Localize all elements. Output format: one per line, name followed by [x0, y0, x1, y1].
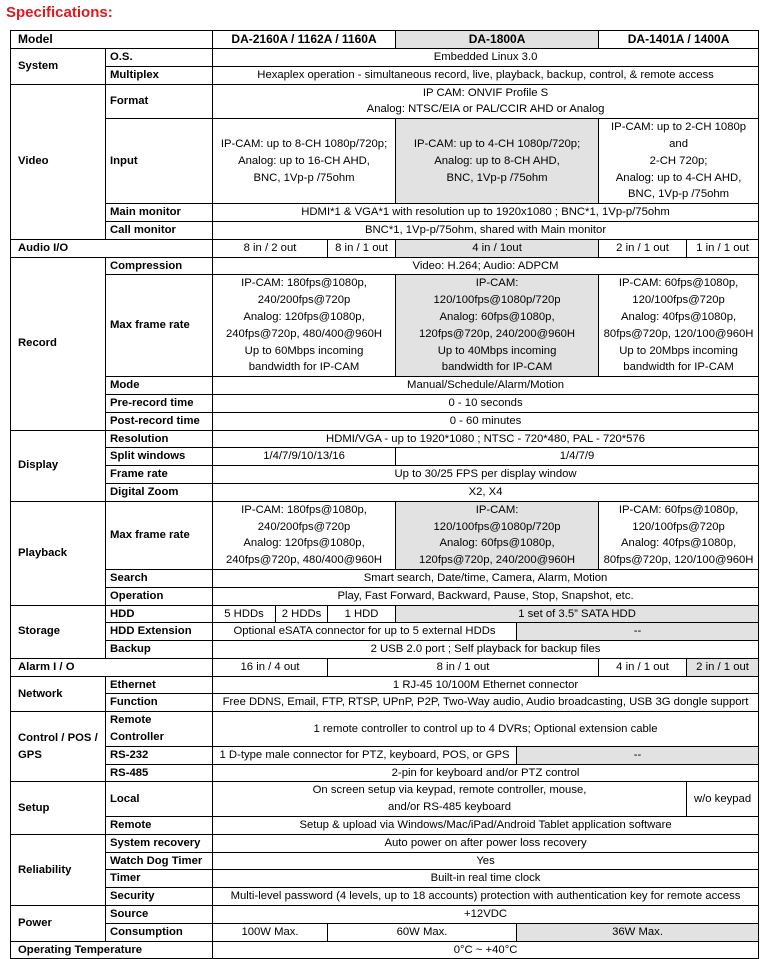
text-line: 240fps@720p, 480/400@960H	[225, 554, 383, 567]
label-watchdog: Watch Dog Timer	[106, 852, 213, 870]
value-audio-2: 8 in / 1 out	[328, 239, 396, 257]
text-line: IP-CAM:	[475, 277, 519, 290]
value-alarm-3: 4 in / 1 out	[599, 658, 687, 676]
value-audio-3: 4 in / 1out	[396, 239, 599, 257]
header-model-1: DA-2160A / 1162A / 1160A	[213, 31, 396, 49]
value-alarm-4: 2 in / 1 out	[687, 658, 759, 676]
value-format	[213, 84, 759, 119]
label-split-windows: Split windows	[106, 448, 213, 466]
value-audio-1: 8 in / 2 out	[213, 239, 328, 257]
value-mode: Manual/Schedule/Alarm/Motion	[213, 377, 759, 395]
value-frame-rate: Up to 30/25 FPS per display window	[213, 466, 759, 484]
value-timer: Built-in real time clock	[213, 870, 759, 888]
label-pre-record: Pre-record time	[106, 394, 213, 412]
value-input-model-1	[213, 119, 396, 204]
label-remote: Remote	[106, 817, 213, 835]
label-ethernet: Ethernet	[106, 676, 213, 694]
value-record-model-2	[396, 275, 599, 377]
value-remote: Setup & upload via Windows/Mac/iPad/Android Tablet application software	[213, 817, 759, 835]
label-multiplex: Multiplex	[106, 66, 213, 84]
value-local-model-3: w/o keypad	[687, 782, 759, 817]
value-backup: 2 USB 2.0 port ; Self playback for backup files	[213, 641, 759, 659]
text-line: 2-CH 720p;	[649, 154, 708, 167]
label-format: Format	[106, 84, 213, 119]
text-line: 120/100fps@1080p/720p	[433, 520, 561, 533]
value-search: Smart search, Date/time, Camera, Alarm, Motion	[213, 569, 759, 587]
value-watchdog: Yes	[213, 852, 759, 870]
value-hdd-2: 2 HDDs	[276, 605, 328, 623]
value-digital-zoom: X2, X4	[213, 483, 759, 501]
value-compression: Video: H.264; Audio: ADPCM	[213, 257, 759, 275]
label-function: Function	[106, 694, 213, 712]
header-model-2: DA-1800A	[396, 31, 599, 49]
text-line: and/or RS-485 keyboard	[387, 801, 512, 814]
label-mode: Mode	[106, 377, 213, 395]
value-ethernet: 1 RJ-45 10/100M Ethernet connector	[213, 676, 759, 694]
text-line: 240/200fps@720p	[257, 294, 351, 307]
value-split-model-1: 1/4/7/9/10/13/16	[213, 448, 396, 466]
value-playback-model-3	[599, 501, 759, 569]
category-setup: Setup	[11, 782, 106, 834]
category-alarm: Alarm I / O	[11, 658, 213, 676]
text-line: bandwidth for IP-CAM	[441, 361, 553, 374]
label-rs232: RS-232	[106, 746, 213, 764]
text-line: 80fps@720p, 120/100@960H	[603, 327, 754, 340]
label-digital-zoom: Digital Zoom	[106, 483, 213, 501]
text-line: Up to 20Mbps incoming	[619, 344, 738, 357]
value-hdd-extension-na: --	[517, 623, 759, 641]
text-line: Analog: 120fps@1080p,	[243, 537, 365, 550]
label-local: Local	[106, 782, 213, 817]
format-line: Analog: NTSC/EIA or PAL/CCIR AHD or Analog	[366, 103, 605, 116]
label-timer: Timer	[106, 870, 213, 888]
header-row	[11, 31, 759, 49]
value-source: +12VDC	[213, 906, 759, 924]
text-line: 120fps@720p, 240/200@960H	[418, 554, 576, 567]
text-line: Analog: 40fps@1080p,	[621, 537, 737, 550]
value-audio-4: 2 in / 1 out	[599, 239, 687, 257]
value-playback-model-1	[213, 501, 396, 569]
category-video: Video	[11, 84, 106, 239]
page-title: Specifications:	[6, 4, 113, 21]
text-line: BNC, 1Vp-p /75ohm	[253, 171, 355, 184]
text-line: IP-CAM: 60fps@1080p,	[618, 277, 739, 290]
label-source: Source	[106, 906, 213, 924]
category-reliability: Reliability	[11, 834, 106, 905]
text-line: IP-CAM: up to 8-CH 1080p/720p;	[220, 137, 388, 150]
value-hdd-extension: Optional eSATA connector for up to 5 external HDDs	[213, 623, 517, 641]
label-playback-max-frame-rate: Max frame rate	[106, 501, 213, 569]
text-line: Up to 40Mbps incoming	[437, 344, 557, 357]
value-operation: Play, Fast Forward, Backward, Pause, Stop, Snapshot, etc.	[213, 587, 759, 605]
value-consumption-3: 36W Max.	[517, 923, 759, 941]
header-model-3: DA-1401A / 1400A	[599, 31, 759, 49]
label-backup: Backup	[106, 641, 213, 659]
text-line: BNC, 1Vp-p /75ohm	[628, 188, 730, 201]
text-line: 80fps@720p, 120/100@960H	[603, 554, 754, 567]
value-consumption-1: 100W Max.	[213, 923, 328, 941]
value-hdd-3: 1 HDD	[328, 605, 396, 623]
label-call-monitor: Call monitor	[106, 221, 213, 239]
value-hdd-others: 1 set of 3.5” SATA HDD	[396, 605, 759, 623]
value-input-model-2	[396, 119, 599, 204]
text-line: bandwidth for IP-CAM	[623, 361, 734, 374]
value-record-model-3	[599, 275, 759, 377]
text-line: IP-CAM: 180fps@1080p,	[241, 503, 367, 516]
label-max-frame-rate: Max frame rate	[106, 275, 213, 377]
text-line: Analog: up to 8-CH AHD,	[434, 154, 560, 167]
text-line: Analog: 60fps@1080p,	[439, 310, 555, 323]
label-search: Search	[106, 569, 213, 587]
value-hdd-1: 5 HDDs	[213, 605, 276, 623]
label-resolution: Resolution	[106, 430, 213, 448]
value-input-model-3	[599, 119, 759, 204]
text-line: 120/100fps@1080p/720p	[433, 294, 561, 307]
category-audio: Audio I/O	[11, 239, 213, 257]
label-hdd-extension: HDD Extension	[106, 623, 213, 641]
text-line: 120fps@720p, 240/200@960H	[418, 327, 576, 340]
value-audio-5: 1 in / 1 out	[687, 239, 759, 257]
value-split-others: 1/4/7/9	[396, 448, 759, 466]
text-line: IP-CAM: up to 2-CH 1080p and	[611, 121, 747, 150]
text-line: Analog: up to 16-CH AHD,	[238, 154, 370, 167]
category-playback: Playback	[11, 501, 106, 605]
category-record: Record	[11, 257, 106, 430]
text-line: IP-CAM: up to 4-CH 1080p/720p;	[413, 137, 581, 150]
category-storage: Storage	[11, 605, 106, 658]
category-power: Power	[11, 906, 106, 942]
format-line: IP CAM: ONVIF Profile S	[422, 86, 549, 99]
spec-table	[10, 30, 759, 959]
header-model: Model	[11, 31, 213, 49]
value-alarm-2: 8 in / 1 out	[328, 658, 599, 676]
category-control	[11, 712, 106, 782]
category-system: System	[11, 49, 106, 85]
label-security: Security	[106, 888, 213, 906]
value-operating-temperature: 0°C ~ +40°C	[213, 941, 759, 959]
label-system-recovery: System recovery	[106, 834, 213, 852]
category-operating-temperature: Operating Temperature	[11, 941, 213, 959]
text-line: bandwidth for IP-CAM	[248, 361, 360, 374]
text-line: Control / POS /	[18, 732, 98, 745]
label-compression: Compression	[106, 257, 213, 275]
label-operation: Operation	[106, 587, 213, 605]
value-alarm-1: 16 in / 4 out	[213, 658, 328, 676]
label-hdd: HDD	[106, 605, 213, 623]
text-line: IP-CAM:	[475, 503, 519, 516]
text-line: 120/100fps@720p	[632, 294, 725, 307]
value-playback-model-2	[396, 501, 599, 569]
text-line: IP-CAM: 60fps@1080p,	[618, 503, 739, 516]
text-line: 240/200fps@720p	[257, 520, 351, 533]
text-line: IP-CAM: 180fps@1080p,	[241, 277, 367, 290]
label-rs485: RS-485	[106, 764, 213, 782]
category-display: Display	[11, 430, 106, 501]
label-frame-rate: Frame rate	[106, 466, 213, 484]
label-main-monitor: Main monitor	[106, 204, 213, 222]
text-line: Analog: 40fps@1080p,	[621, 310, 737, 323]
text-line: Controller	[110, 731, 164, 744]
label-post-record: Post-record time	[106, 412, 213, 430]
label-consumption: Consumption	[106, 923, 213, 941]
value-resolution: HDMI/VGA - up to 1920*1080 ; NTSC - 720*480, PAL - 720*576	[213, 430, 759, 448]
value-remote-controller: 1 remote controller to control up to 4 DVRs; Optional extension cable	[213, 712, 759, 747]
text-line: Analog: 60fps@1080p,	[439, 537, 555, 550]
value-record-model-1	[213, 275, 396, 377]
value-rs232-na: --	[517, 746, 759, 764]
value-rs485: 2-pin for keyboard and/or PTZ control	[213, 764, 759, 782]
value-consumption-2: 60W Max.	[328, 923, 517, 941]
text-line: 120/100fps@720p	[632, 520, 725, 533]
text-line: BNC, 1Vp-p /75ohm	[446, 171, 548, 184]
value-multiplex: Hexaplex operation - simultaneous record, live, playback, backup, control, & remote access	[213, 66, 759, 84]
text-line: 240fps@720p, 480/400@960H	[225, 327, 383, 340]
text-line: Up to 60Mbps incoming	[244, 344, 364, 357]
text-line: Analog: 120fps@1080p,	[243, 310, 365, 323]
value-os: Embedded Linux 3.0	[213, 49, 759, 67]
label-os: O.S.	[106, 49, 213, 67]
text-line: On screen setup via keypad, remote controller, mouse,	[312, 784, 587, 797]
value-local	[213, 782, 687, 817]
value-rs232: 1 D-type male connector for PTZ, keyboard, POS, or GPS	[213, 746, 517, 764]
text-line: GPS	[18, 748, 42, 761]
value-security: Multi-level password (4 levels, up to 18 accounts) protection with authentication key for remote access	[213, 888, 759, 906]
value-post-record: 0 - 60 minutes	[213, 412, 759, 430]
value-call-monitor: BNC*1, 1Vp-p/75ohm, shared with Main monitor	[213, 221, 759, 239]
text-line: Remote	[110, 714, 152, 727]
value-function: Free DDNS, Email, FTP, RTSP, UPnP, P2P, Two-Way audio, Audio broadcasting, USB 3G dongle support	[213, 694, 759, 712]
text-line: Analog: up to 4-CH AHD,	[615, 171, 742, 184]
value-system-recovery: Auto power on after power loss recovery	[213, 834, 759, 852]
category-network: Network	[11, 676, 106, 712]
label-input: Input	[106, 119, 213, 204]
label-remote-controller	[106, 712, 213, 747]
value-pre-record: 0 - 10 seconds	[213, 394, 759, 412]
value-main-monitor: HDMI*1 & VGA*1 with resolution up to 1920x1080 ; BNC*1, 1Vp-p/75ohm	[213, 204, 759, 222]
